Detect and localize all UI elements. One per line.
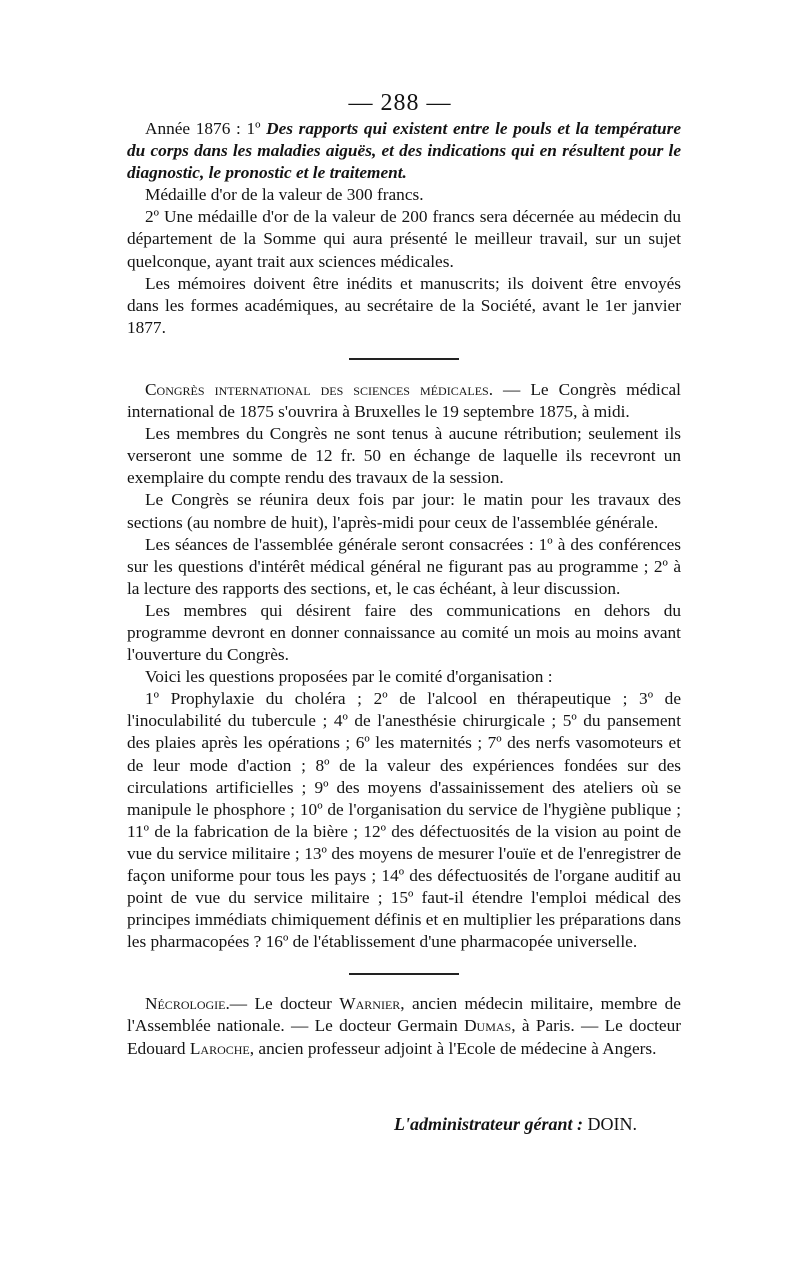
congress-paragraph-1: Les membres du Congrès ne sont tenus à aucune rétribution; seulement ils verseront une somme de 12 fr. 50 en échange de laquelle ils recevront un exemplaire du compte rendu des travaux de la session.: [127, 424, 681, 488]
congress-paragraph-4: Les membres qui désirent faire des communications en dehors du programme devront en donner connaissance au comité un mois au moins avant l'ouverture du Congrès.: [127, 600, 681, 665]
section-divider: [349, 358, 459, 360]
memoirs-paragraph: Les mémoires doivent être inédits et manuscrits; ils doivent être envoyés dans les formes académiques, au secrétaire de la Société, avant le 1er janvier 1877.: [127, 273, 681, 337]
necrology-name: Laroche: [189, 1038, 250, 1058]
necrology-text: , à Paris. — Le docteur Edouard: [127, 1016, 681, 1058]
award-1-year: Année 1876 : 1º: [145, 119, 261, 138]
award-1-paragraph: [127, 118, 681, 184]
main-text: [127, 118, 681, 1060]
congress-heading: Congrès international des sciences médicales.: [145, 379, 494, 399]
signature-label: L'administrateur gérant :: [393, 1114, 583, 1134]
signature-name: DOIN.: [583, 1114, 637, 1134]
congress-intro-paragraph: [127, 379, 681, 423]
necrology-name: Dumas: [464, 1016, 512, 1036]
congress-intro: — Le Congrès médical international de 1875 s'ouvrira à Bruxelles le 19 septembre 1875, à midi.: [127, 379, 681, 422]
page-number: — 288 —: [348, 90, 452, 116]
signature-line: [127, 1114, 637, 1135]
award-2-paragraph: 2º Une médaille d'or de la valeur de 200 francs sera décernée au médecin du département de la Somme qui aura présenté le meilleur travail, sur un sujet quelconque, ayant trait aux sciences médicales.: [127, 207, 681, 271]
award-1-title: Des rapports qui existent entre le pouls et la température du corps dans les maladies aiguës, et des indications qui en résultent pour le diagnostic, le pronostic et le traitement.: [127, 119, 681, 183]
necrology-name: Warnier: [339, 994, 401, 1014]
congress-paragraph-5: Voici les questions proposées par le comité d'organisation :: [145, 667, 553, 687]
necrology-paragraph: [127, 993, 681, 1059]
necrology-text: — Le docteur: [229, 994, 340, 1014]
congress-questions-list: 1º Prophylaxie du choléra ; 2º de l'alcool en thérapeutique ; 3º de l'inoculabilité du tubercule ; 4º de l'anesthésie chirurgicale ; 5º du pansement des plaies après les opérations ; 6º les maternités ; 7º des nerfs vasomoteurs et de leur mode d'action ; 8º de la valeur des expériences fondées sur des circulations artificielles ; 9º des moyens d'assainissement des ateliers où se manipule le phosphore ; 10º de l'organisation du service de l'hygiène publique ; 11º de la fabrication de la bière ; 12º des défectuosités de la vision au point de vue du service militaire ; 13º des moyens de mesurer l'ouïe et de l'enregistrer de façon uniforme pour tous les pays ; 14º des défectuosités de l'organe auditif au point de vue du service militaire ; 15º faut-il étendre l'emploi médical des principes immédiats chimiquement définis et en multiplier les préparations dans les pharmacopées ? 16º de l'établissement d'une pharmacopée universelle.: [127, 689, 681, 952]
congress-paragraph-3: Les séances de l'assemblée générale seront consacrées : 1º à des conférences sur les questions d'intérêt médical général ne figurant pas au programme ; 2º à la lecture des rapports des sections, et, le cas échéant, à leur discussion.: [127, 534, 681, 598]
necrology-text: , ancien professeur adjoint à l'Ecole de médecine à Angers.: [249, 1038, 657, 1058]
necrology-heading: Nécrologie.: [145, 994, 230, 1014]
congress-paragraph-2: Le Congrès se réunira deux fois par jour: le matin pour les travaux des sections (au nombre de huit), l'après-midi pour ceux de l'assemblée générale.: [127, 490, 681, 532]
necrology-text: , ancien médecin militaire, membre de l'Assemblée nationale. — Le docteur Germain: [127, 994, 681, 1036]
section-divider: [349, 973, 459, 975]
award-1-medal: Médaille d'or de la valeur de 300 francs.: [145, 185, 424, 205]
